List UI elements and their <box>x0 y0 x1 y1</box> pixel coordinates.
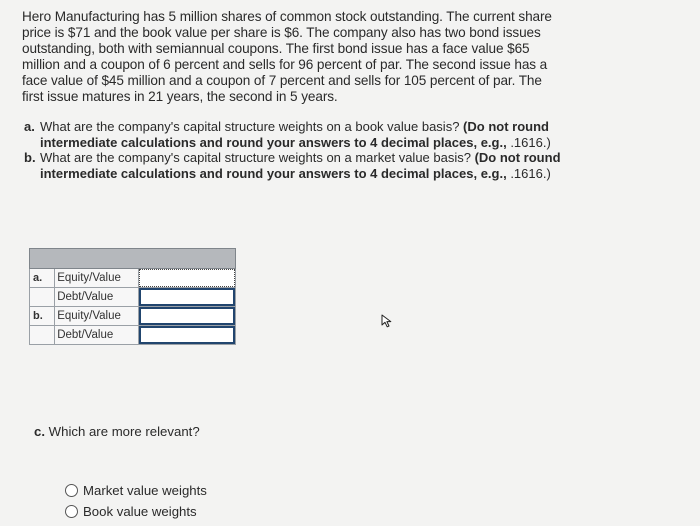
answer-table-header <box>30 249 236 269</box>
equity-value-book-input[interactable] <box>139 269 235 287</box>
radio-button[interactable] <box>65 484 78 497</box>
row-label: Debt/Value <box>55 326 139 345</box>
part-label: b. <box>30 307 55 326</box>
option-label: Market value weights <box>83 482 207 498</box>
part-label: a. <box>30 269 55 288</box>
part-label <box>30 288 55 307</box>
input-cell <box>138 269 235 288</box>
option-label: Book value weights <box>83 503 197 519</box>
question-a-text: What are the company's capital structure weights on a book value basis? <box>40 119 464 134</box>
answer-table <box>29 248 236 345</box>
row-label: Debt/Value <box>55 288 139 307</box>
problem-statement: Hero Manufacturing has 5 million shares of common stock outstanding. The current share price is $71 and the book value per share is $6. The company also has two bond issues outstanding, both with semiannual coupons. The first bond issue has a face value $65 million and a coupon of 6 percent and sells for 96 percent of par. The second issue has a face value of $45 million and a coupon of 7 percent and sells for 105 percent of par. The first issue matures in 21 years, the second in 5 years. <box>22 9 552 104</box>
questions-block <box>24 119 564 181</box>
row-label: Equity/Value <box>55 307 139 326</box>
table-row <box>30 288 236 307</box>
equity-value-market-input[interactable] <box>139 307 235 325</box>
answer-table-header-cell <box>30 249 236 269</box>
input-cell <box>138 326 235 345</box>
radio-button[interactable] <box>65 505 78 518</box>
question-b <box>24 150 564 181</box>
table-row <box>30 269 236 288</box>
input-cell <box>138 288 235 307</box>
table-row <box>30 307 236 326</box>
part-label <box>30 326 55 345</box>
question-a-label: a. <box>24 119 35 134</box>
question-a-example: .1616.) <box>510 134 551 150</box>
question-b-example: .1616.) <box>510 165 551 181</box>
question-b-label: b. <box>24 150 36 165</box>
question-c-text: Which are more relevant? <box>45 424 200 439</box>
question-a <box>24 119 564 150</box>
row-label: Equity/Value <box>55 269 139 288</box>
option-market-value-weights[interactable] <box>65 480 207 500</box>
relevance-options <box>65 480 207 522</box>
debt-value-book-input[interactable] <box>139 288 235 306</box>
question-a-instruction: (Do not round intermediate calculations and round your answers to 4 decimal places, e.g., <box>40 119 549 150</box>
question-c <box>34 424 200 439</box>
input-cell <box>138 307 235 326</box>
table-row <box>30 326 236 345</box>
question-c-label: c. <box>34 424 45 439</box>
option-book-value-weights[interactable] <box>65 501 207 521</box>
mouse-pointer-icon <box>381 314 395 328</box>
question-b-text: What are the company's capital structure weights on a market value basis? <box>40 150 475 165</box>
question-b-instruction: (Do not round intermediate calculations and round your answers to 4 decimal places, e.g., <box>40 150 561 181</box>
debt-value-market-input[interactable] <box>139 326 235 344</box>
